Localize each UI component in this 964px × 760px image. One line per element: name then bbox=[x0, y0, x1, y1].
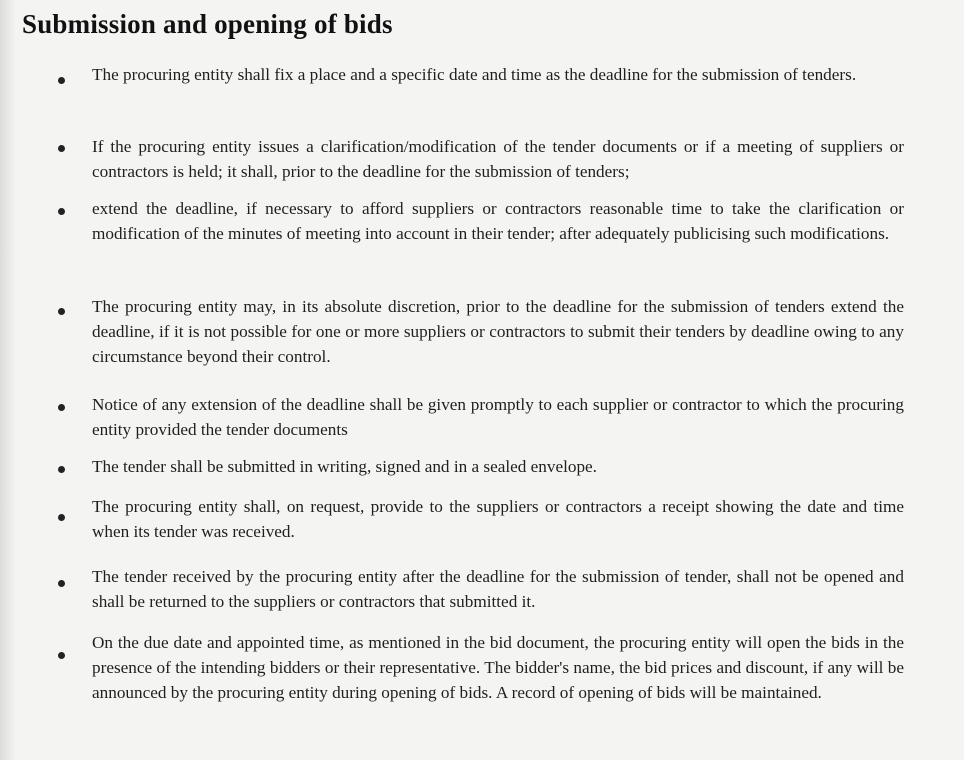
bullet-icon bbox=[58, 580, 65, 587]
page-title: Submission and opening of bids bbox=[22, 9, 393, 39]
bullet-text: Notice of any extension of the deadline shall be given promptly to each supplier or contractor to which the procuring entity provided the tender documents bbox=[92, 395, 904, 439]
bullet-text: On the due date and appointed time, as mentioned in the bid document, the procuring entity will open the bids in the presence of the intending bidders or their representative. The bidder's name, the bid prices and discount, if any will be announced by the procuring entity during opening of bids. A record of opening of bids will be maintained. bbox=[92, 633, 904, 702]
bullet-icon bbox=[58, 514, 65, 521]
bullet-text: The tender received by the procuring entity after the deadline for the submission of tender, shall not be opened and shall be returned to the suppliers or contractors that submitted it. bbox=[92, 567, 904, 611]
bullet-text: extend the deadline, if necessary to afford suppliers or contractors reasonable time to take the clarification or modification of the minutes of meeting into account in their tender; after adequately publicising such modifications. bbox=[92, 199, 904, 243]
bullet-icon bbox=[58, 652, 65, 659]
page-edge bbox=[0, 0, 14, 760]
bullet-icon bbox=[58, 466, 65, 473]
bullet-icon bbox=[58, 308, 65, 315]
bullet-icon bbox=[58, 404, 65, 411]
bullet-icon bbox=[58, 145, 65, 152]
bullet-text: The procuring entity may, in its absolute discretion, prior to the deadline for the submission of tenders extend the deadline, if it is not possible for one or more suppliers or contractors to submit their tenders by deadline owing to any circumstance beyond their control. bbox=[92, 297, 904, 366]
bullet-icon bbox=[58, 77, 65, 84]
bullet-icon bbox=[58, 208, 65, 215]
bullet-text: The procuring entity shall fix a place and a specific date and time as the deadline for the submission of tenders. bbox=[92, 65, 857, 84]
bullet-text: The procuring entity shall, on request, provide to the suppliers or contractors a receipt showing the date and time when its tender was received. bbox=[92, 497, 904, 541]
bullet-text: If the procuring entity issues a clarification/modification of the tender documents or if a meeting of suppliers or contractors is held; it shall, prior to the deadline for the submission of tenders; bbox=[92, 137, 904, 181]
bullet-text: The tender shall be submitted in writing, signed and in a sealed envelope. bbox=[92, 457, 597, 476]
